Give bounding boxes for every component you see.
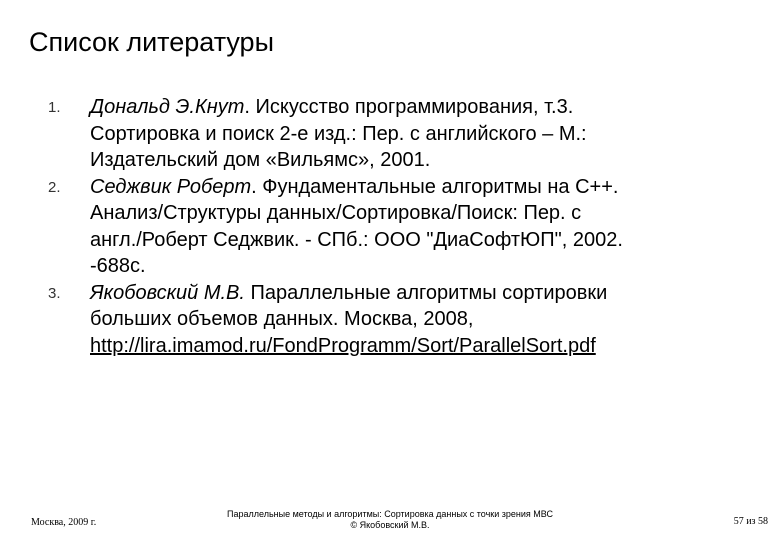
- reference-line: больших объемов данных. Москва, 2008,: [90, 308, 474, 330]
- footer-copyright: © Якобовский М.В.: [350, 520, 430, 530]
- reference-number: 1.: [48, 99, 61, 116]
- reference-number: 3.: [48, 284, 61, 302]
- page-title: Список литературы: [29, 27, 274, 57]
- page-number: 57 из 58: [733, 516, 768, 527]
- footer-course-title: Параллельные методы и алгоритмы: Сортировка данных с точки зрения МВС: [227, 509, 553, 519]
- reference-line: Издательский дом «Вильямс», 2001.: [90, 149, 431, 171]
- footer-course-info: [190, 509, 590, 531]
- reference-line: англ./Роберт Седжвик. - СПб.: ООО "ДиаСофтЮП", 2002.: [90, 228, 623, 251]
- reference-line: [90, 94, 760, 121]
- reference-text: . Искусство программирования, т.3.: [244, 96, 574, 118]
- footer-location-date: Москва, 2009 г.: [31, 517, 97, 528]
- reference-link[interactable]: http://lira.imamod.ru/FondProgramm/Sort/ParallelSort.pdf: [90, 334, 596, 357]
- reference-item-2: [0, 174, 780, 280]
- reference-number: 2.: [48, 178, 61, 196]
- reference-line: Сортировка и поиск 2-е изд.: Пер. с английского – М.:: [90, 122, 587, 145]
- reference-line: [90, 174, 760, 201]
- reference-item-1: [0, 94, 780, 174]
- reference-text: . Фундаментальные алгоритмы на С++.: [251, 175, 619, 198]
- reference-list: [0, 94, 780, 359]
- reference-author: Седжвик Роберт: [90, 175, 252, 198]
- reference-line: -688с.: [90, 255, 146, 277]
- reference-author: Дональд Э.Кнут: [90, 96, 245, 118]
- reference-line: [90, 280, 760, 307]
- reference-author: Якобовский М.В.: [90, 281, 245, 304]
- reference-item-3: [0, 280, 780, 360]
- reference-link-line: [90, 333, 760, 360]
- reference-text: Параллельные алгоритмы сортировки: [244, 281, 608, 304]
- reference-line: Анализ/Структуры данных/Сортировка/Поиск: Пер. с: [90, 202, 582, 224]
